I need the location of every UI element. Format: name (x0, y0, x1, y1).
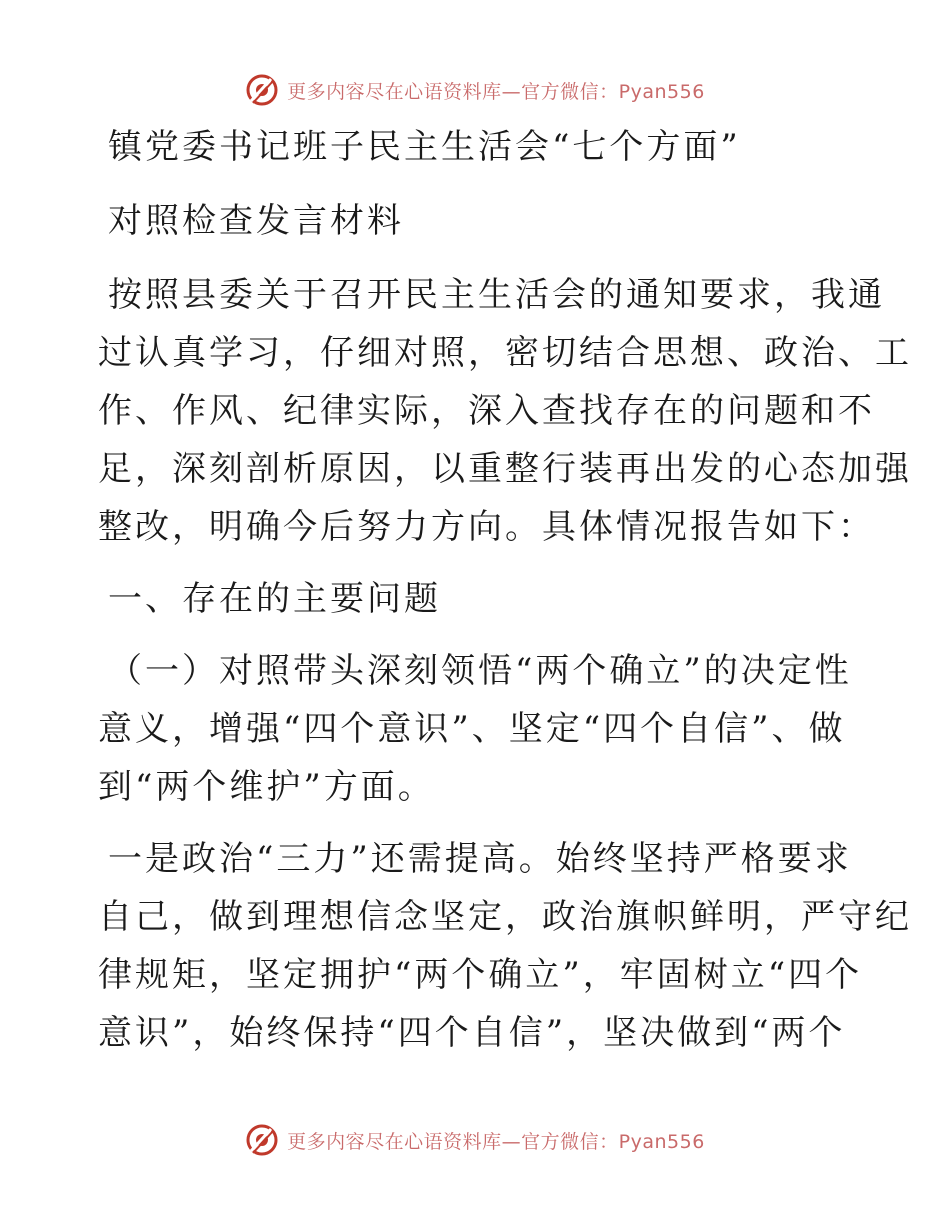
document-title-line-2: 对照检查发言材料 (108, 201, 404, 241)
text-line: 意义，增强“四个意识”、坚定“四个自信”、做 (98, 709, 846, 749)
text-line: 整改，明确今后努力方向。具体情况报告如下： (98, 507, 875, 547)
paragraph-intro (98, 266, 912, 556)
text-line: （一）对照带头深刻领悟“两个确立”的决定性 (108, 651, 852, 691)
watermark-text: 更多内容尽在心语资料库—官方微信：Pyan556 (287, 80, 705, 103)
text-line: 到“两个维护”方面。 (98, 767, 435, 807)
header-watermark-banner (0, 70, 950, 110)
document-title-line-1: 镇党委书记班子民主生活会“七个方面” (108, 127, 741, 167)
text-line: 过认真学习，仔细对照，密切结合思想、政治、工 (98, 333, 912, 373)
section-heading (98, 570, 858, 628)
text-line: 意识”，始终保持“四个自信”，坚决做到“两个 (98, 1013, 846, 1053)
document-body (98, 118, 912, 1062)
text-line: 作、作风、纪律实际，深入查找存在的问题和不 (98, 391, 875, 431)
text-line: 按照县委关于召开民主生活会的通知要求，我通 (108, 275, 885, 315)
paragraph-point-1 (98, 830, 912, 1062)
text-line: 律规矩，坚定拥护“两个确立”，牢固树立“四个 (98, 955, 863, 995)
paragraph-subsection-1 (98, 642, 858, 816)
footer-watermark-banner (0, 1120, 950, 1160)
brand-logo-icon (245, 73, 279, 107)
text-line: 自己，做到理想信念坚定，政治旗帜鲜明，严守纪 (98, 897, 912, 937)
text-line: 一是政治“三力”还需提高。始终坚持严格要求 (108, 839, 852, 879)
watermark-text: 更多内容尽在心语资料库—官方微信：Pyan556 (287, 1130, 705, 1153)
brand-logo-icon (245, 1123, 279, 1157)
text-line: 足，深刻剖析原因，以重整行装再出发的心态加强 (98, 449, 912, 489)
text-line: 一、存在的主要问题 (108, 579, 441, 619)
